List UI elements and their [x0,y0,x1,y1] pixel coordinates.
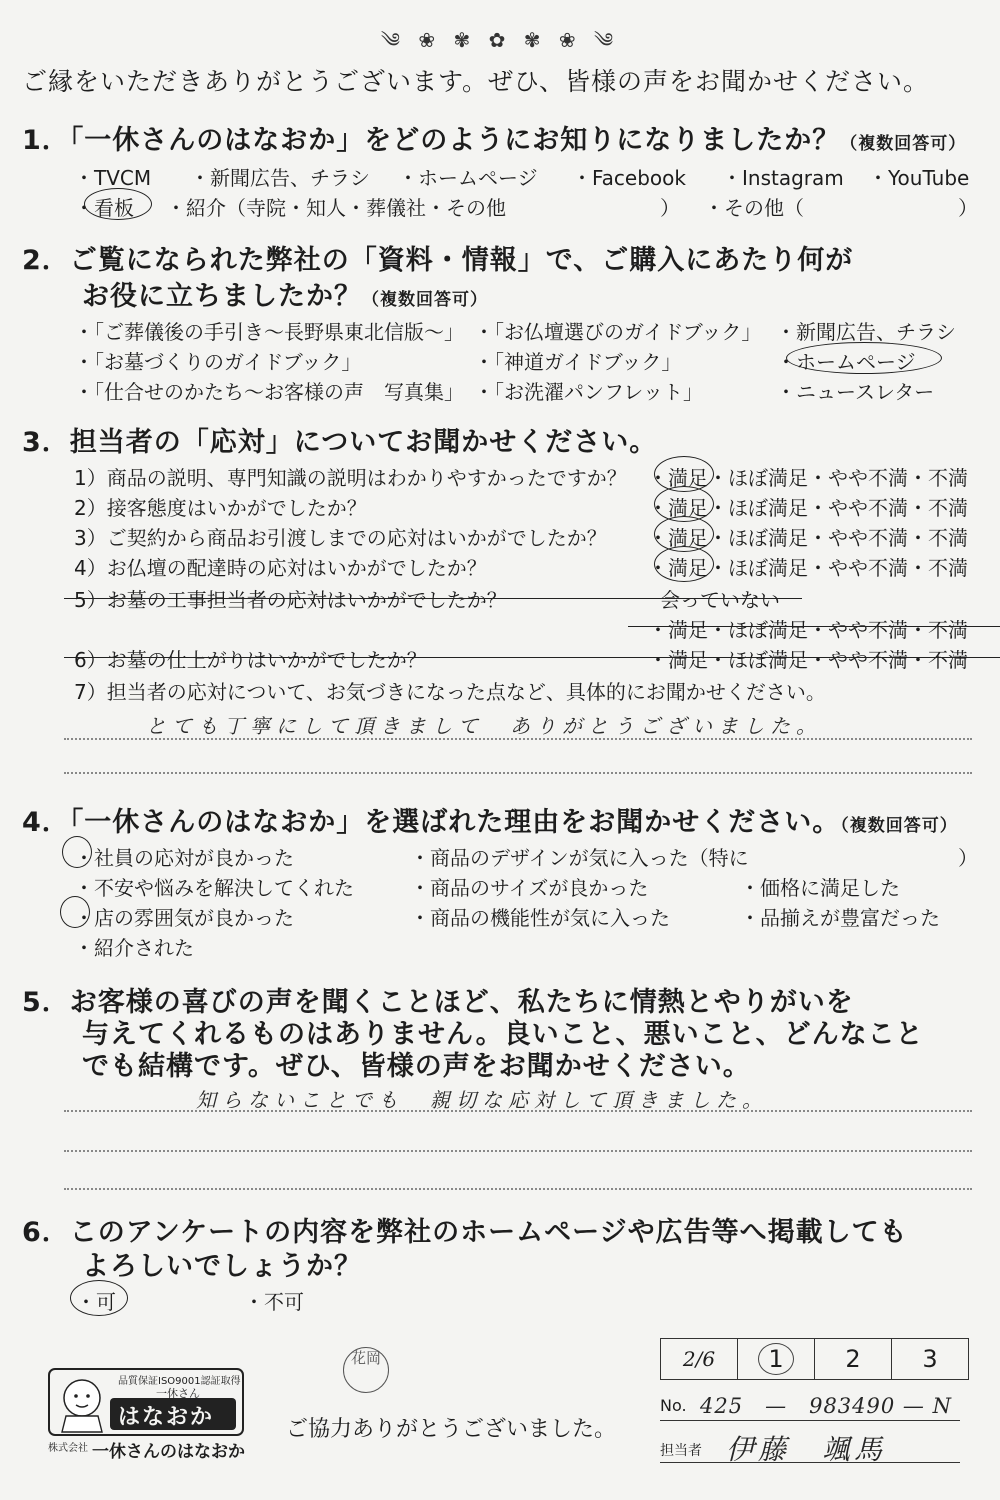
tracking-grid [660,1338,969,1380]
q2-note: （複数回答可） [362,290,488,310]
q2-homepage-circle [786,342,942,374]
thanks-text: ご協力ありがとうございました。 [286,1417,617,1442]
company-logo [48,1368,244,1460]
logo-certification: 品質保証ISO9001認証取得 [118,1376,241,1387]
staff-underline [660,1462,960,1463]
q3-item-2: 2）接客態度はいかがでしたか？ [74,496,367,520]
q3-item-3: 3）ご契約から商品お引渡しまでの応対はいかがでしたか？ [74,526,607,550]
q4-option-staff[interactable]: ・社員の応対が良かった [74,846,294,870]
q5-answer-handwritten[interactable]: 知らないことでも 親切な応対して頂きました。 [196,1088,768,1112]
q3-item-7: 7）担当者の応対について、お気づきになった点など、具体的にお聞かせください。 [74,680,826,704]
q5-answer-line-1 [64,1110,972,1112]
q4-title-text: 4．「一休さんのはなおか」を選ばれた理由をお聞かせください。 [22,807,841,838]
q6-option-no[interactable]: ・不可 [244,1290,304,1314]
q1-signboard-circle [84,188,152,220]
q1-title [22,118,966,157]
q2-option-shinto-guide[interactable]: ・「神道ガイドブック」 [474,350,682,374]
q1-note: （複数回答可） [840,134,967,154]
q3-item-4: 4）お仏壇の配達時の応対はいかがでしたか？ [74,556,487,580]
q4-title [22,800,958,839]
q2-option-newspaper[interactable]: ・新聞広告、チラシ [776,320,956,344]
q2-title-line1: 2．ご覧になられた弊社の「資料・情報」で、ご購入にあたり何が [22,245,854,276]
q1-title-text: 1．「一休さんのはなおか」をどのようにお知りになりましたか？ [22,125,841,156]
q6-option-yes[interactable]: ・可 [76,1290,116,1314]
grid-cell-1-circle: 1 [758,1343,794,1375]
q4-option-selection[interactable]: ・品揃えが豊富だった [740,906,940,930]
q4-staff-circle [62,836,92,868]
q3-item-5: 5）お墓の工事担当者の応対はいかがでしたか？ [74,588,507,612]
number-value[interactable]: 425 — 983490 — N [700,1394,952,1418]
q1-option-instagram[interactable]: ・Instagram [722,166,844,190]
q3-rating-6[interactable]: ・満足・ほぼ満足・やや不満・不満 [648,648,968,672]
q4-option-function[interactable]: ・商品の機能性が気に入った [410,906,670,930]
q6-title-line1: 6．このアンケートの内容を弊社のホームページや広告等へ掲載しても [22,1217,908,1248]
staff-label: 担当者 [660,1443,702,1459]
q1-option-youtube[interactable]: ・YouTube [868,166,970,190]
intro-text: ご縁をいただきありがとうございます。ぜひ、皆様の声をお聞かせください。 [22,67,930,96]
q5-title-line3: でも結構です。ぜひ、皆様の声をお聞かせください。 [82,1051,751,1082]
q4-option-atmosphere[interactable]: ・店の雰囲気が良かった [74,906,294,930]
q1-option-referral[interactable]: ・紹介（寺院・知人・葬儀社・その他 [166,196,506,220]
grid-cell-1[interactable] [738,1339,815,1380]
q1-option-tvcm[interactable]: ・TVCM [74,166,152,190]
q3-rating-1[interactable]: ・満足・ほぼ満足・やや不満・不満 [648,466,968,490]
q2-option-laundry-pamphlet[interactable]: ・「お洗濯パンフレット」 [474,380,703,404]
q3-item-6: 6）お墓の仕上がりはいかがでしたか？ [74,648,427,672]
q3-answer-handwritten[interactable]: とても丁寧にして頂きまして ありがとうございました。 [146,714,822,738]
q4-option-price[interactable]: ・価格に満足した [740,876,900,900]
grid-cell-3[interactable]: 3 [892,1339,969,1380]
q3-rating-4[interactable]: ・満足・ほぼ満足・やや不満・不満 [648,556,968,580]
q1-option-newspaper[interactable]: ・新聞広告、チラシ [190,166,370,190]
q3-item-5-strikethrough [64,598,802,599]
q1-option-other[interactable]: ・その他（ [704,196,804,220]
q2-option-funeral-guide[interactable]: ・「ご葬儀後の手引き～長野県東北信版～」 [74,320,464,344]
q3-item-5-not-met[interactable]: 会っていない [660,588,780,612]
q2-option-butsudan-guide[interactable]: ・「お仏壇選びのガイドブック」 [474,320,762,344]
q3-answer-line-2 [64,772,972,774]
grid-cell-2[interactable]: 2 [815,1339,892,1380]
q4-atmosphere-circle [60,896,90,928]
q6-yes-circle [70,1280,128,1316]
q3-item-6-strikethrough [64,657,1000,658]
number-underline [660,1420,960,1421]
q6-title-line2: よろしいでしょうか？ [82,1251,362,1282]
q3-answer-line-1 [64,738,972,740]
q2-option-photo-book[interactable]: ・「仕合せのかたち～お客様の声 写真集」 [74,380,464,404]
inspector-stamp: 花岡 [343,1347,389,1393]
q5-answer-line-3 [64,1188,972,1190]
q1-referral-close: ） [660,196,680,220]
q5-answer-line-2 [64,1150,972,1152]
q4-option-design[interactable]: ・商品のデザインが気に入った（特に [410,846,749,870]
q2-option-newsletter[interactable]: ・ニュースレター [776,380,935,404]
q1-option-homepage[interactable]: ・ホームページ [398,166,538,190]
q2-option-homepage[interactable]: ・ホームページ [776,350,916,374]
q2-title-text: お役に立ちましたか？ [82,281,362,312]
staff-name[interactable]: 伊藤 颯馬 [726,1433,887,1466]
q4-note: （複数回答可） [840,816,958,836]
q5-title-line2: 与えてくれるものはありません。良いこと、悪いこと、どんなこと [82,1019,924,1050]
logo-small-text: 一休さん [156,1387,200,1400]
q3-rating-4-circle [654,546,714,582]
q2-option-grave-guide[interactable]: ・「お墓づくりのガイドブック」 [74,350,362,374]
q4-design-close: ） [958,846,978,870]
logo-main-text: はなおか [118,1405,215,1430]
q3-rating-3[interactable]: ・満足・ほぼ満足・やや不満・不満 [648,526,968,550]
q3-title: 3．担当者の「応対」についてお聞かせください。 [22,427,658,458]
q1-other-close: ） [958,196,978,220]
q3-rating-5[interactable]: ・満足・ほぼ満足・やや不満・不満 [648,618,968,642]
q2-title-line2 [82,274,488,313]
q1-option-facebook[interactable]: ・Facebook [572,166,686,190]
q4-option-size[interactable]: ・商品のサイズが良かった [410,876,649,900]
logo-company-prefix: 株式会社 [48,1443,88,1454]
q3-rating-2[interactable]: ・満足・ほぼ満足・やや不満・不満 [648,496,968,520]
number-label: No. [660,1396,687,1415]
header-ornament: ༄ ❀ ✾ ✿ ✾ ❀ ༄ [380,28,620,52]
q3-item-1: 1）商品の説明、専門知識の説明はわかりやすかったですか？ [74,466,627,490]
q4-option-referral[interactable]: ・紹介された [74,936,194,960]
q1-option-signboard[interactable]: ・看板 [74,196,134,220]
grid-date[interactable]: 2/6 [661,1339,738,1380]
q3-rating-5-strikethrough [628,626,1000,627]
q4-option-solved-worries[interactable]: ・不安や悩みを解決してくれた [74,876,354,900]
q5-title-line1: 5．お客様の喜びの声を聞くことほど、私たちに情熱とやりがいを [22,987,854,1018]
logo-company-name: 一休さんのはなおか [92,1442,245,1462]
